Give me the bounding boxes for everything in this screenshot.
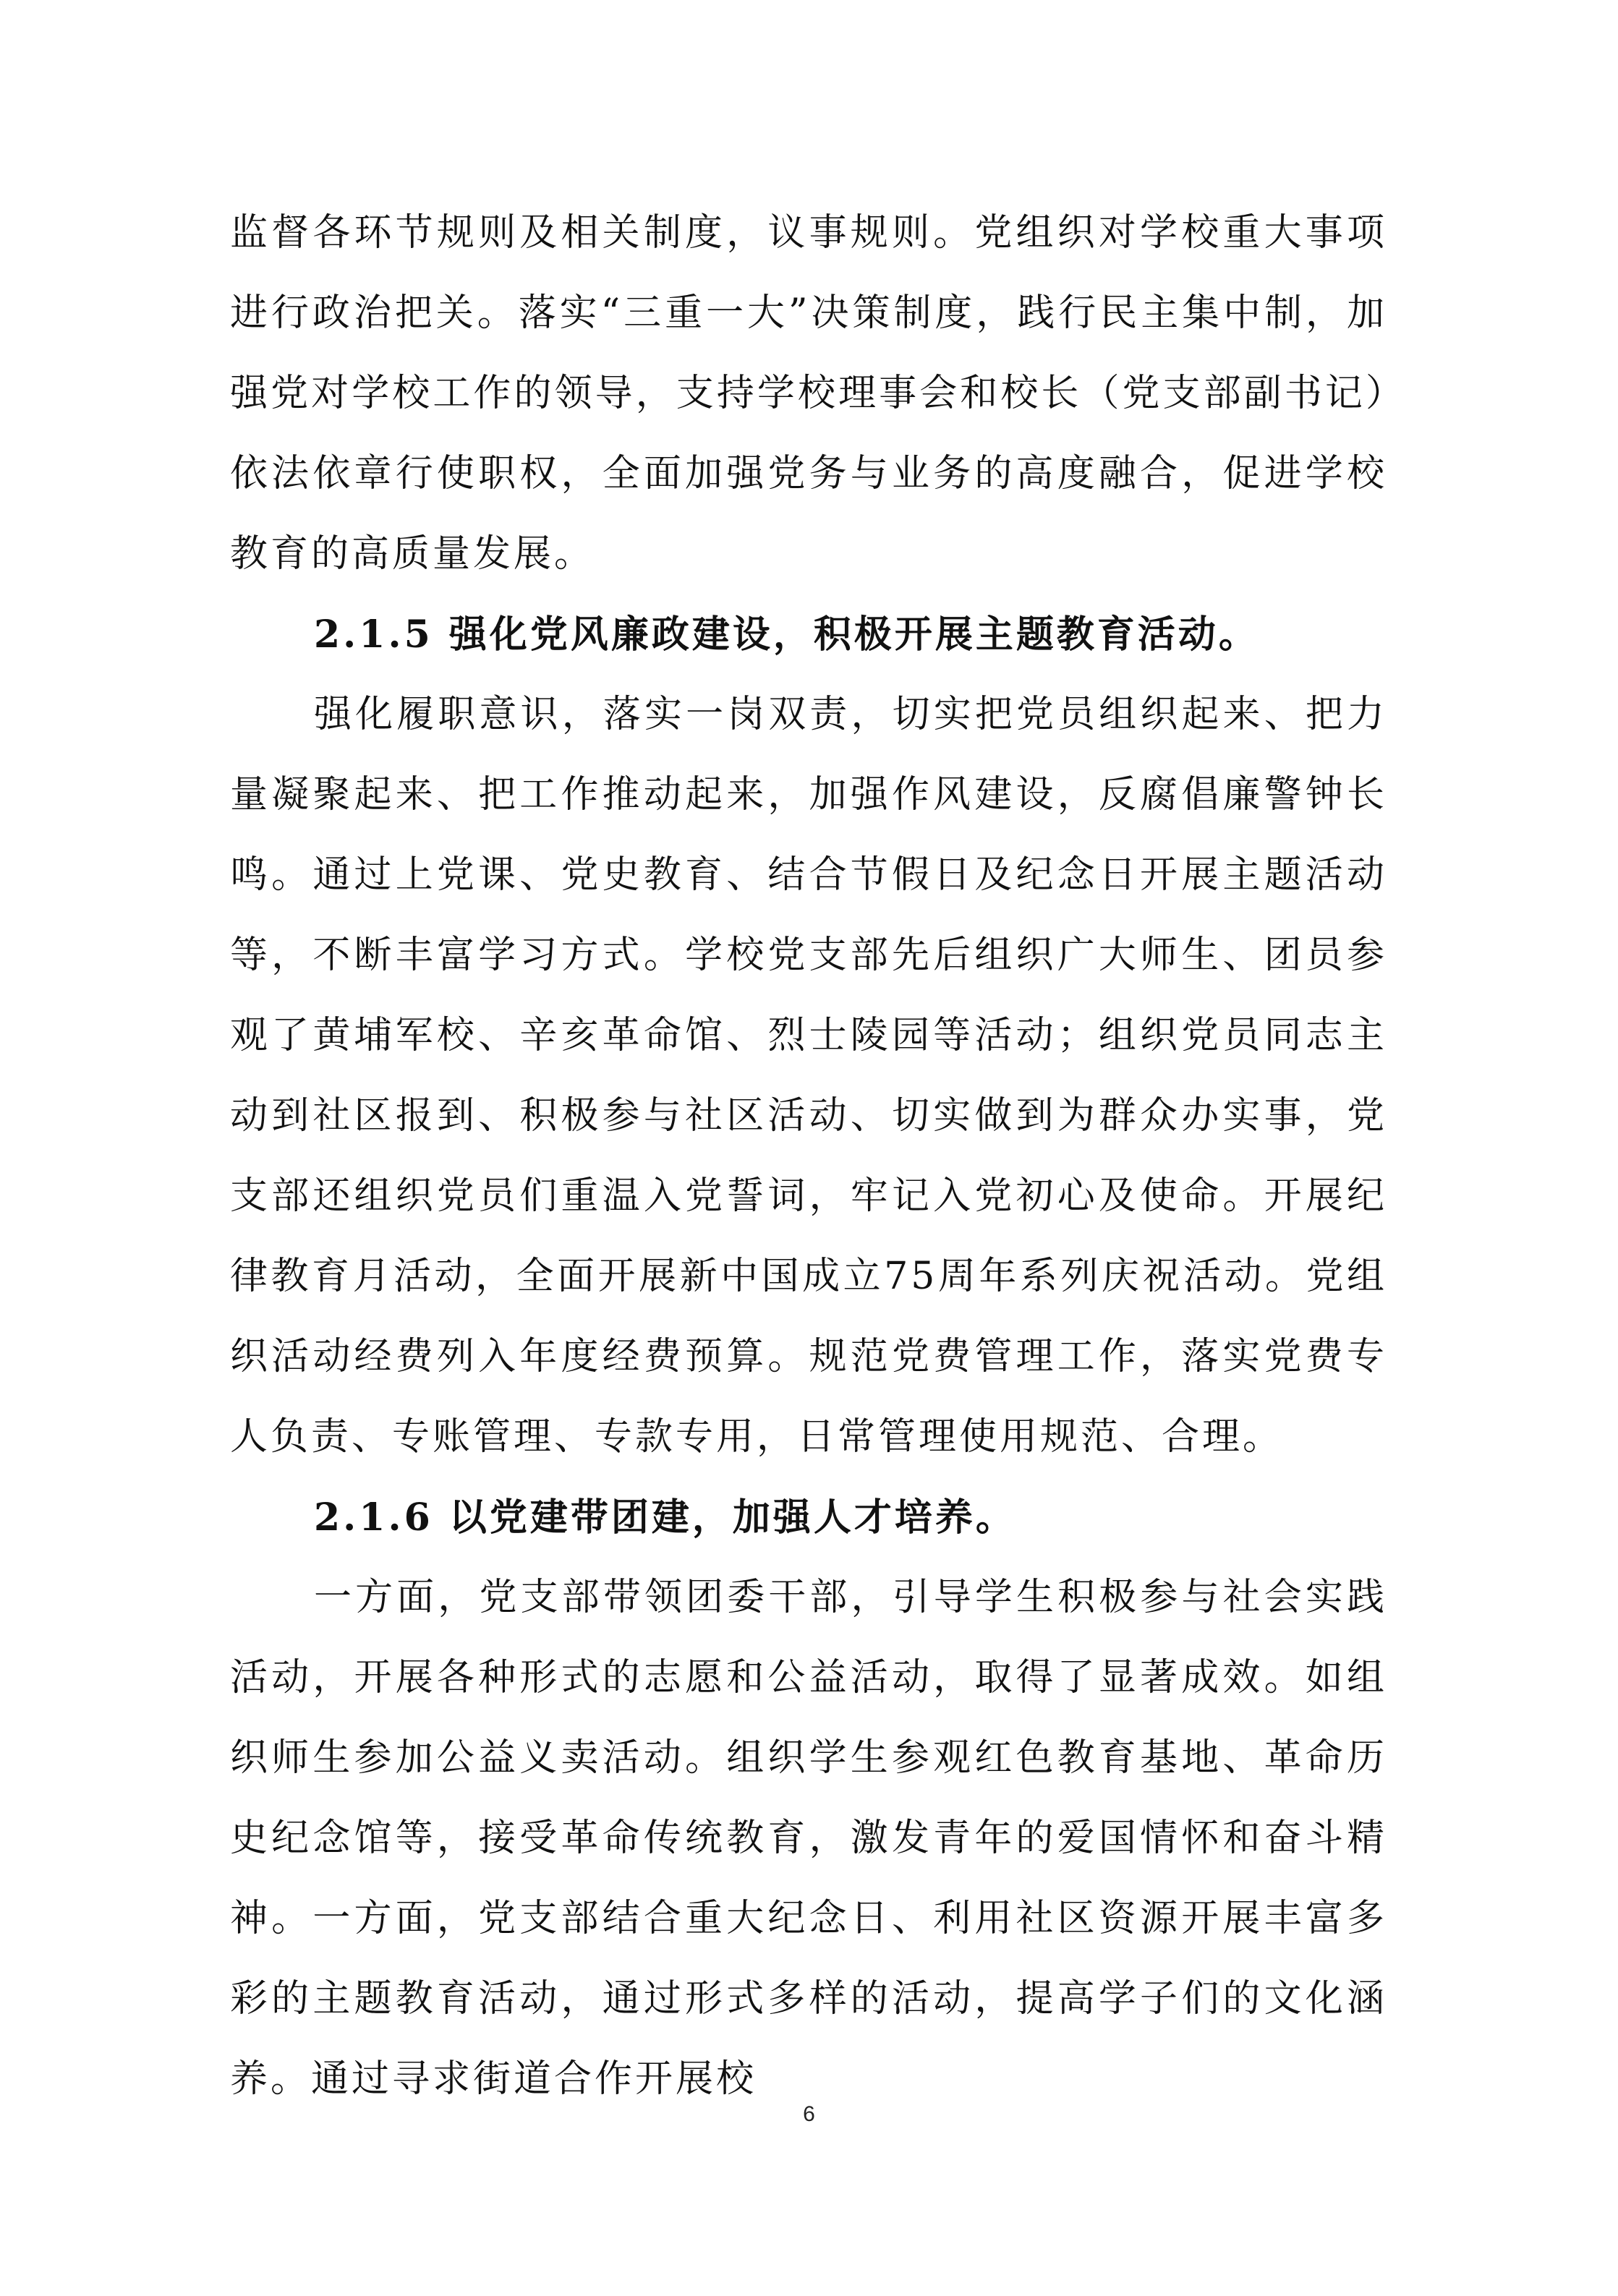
paragraph-2-1-6-body: 一方面，党支部带领团委干部，引导学生积极参与社会实践活动，开展各种形式的志愿和公益活动，取得了显著成效。如组织师生参加公益义卖活动。组织学生参观红色教育基地、革命历史纪念馆等，接受革命传统教育，激发青年的爱国情怀和奋斗精神。一方面，党支部结合重大纪念日、利用社区资源开展丰富多彩的主题教育活动，通过形式多样的活动，提高学子们的文化涵养。通过寻求街道合作开展校 xyxy=(230,1576,1387,2101)
paragraph-2-1-5-body: 强化履职意识，落实一岗双责，切实把党员组织起来、把力量凝聚起来、把工作推动起来，加强作风建设，反腐倡廉警钟长鸣。通过上党课、党史教育、结合节假日及纪念日开展主题活动等，不断丰富学习方式。学校党支部先后组织广大师生、团员参观了黄埔军校、辛亥革命馆、烈士陵园等活动；组织党员同志主动到社区报到、积极参与社区活动、切实做到为群众办实事，党支部还组织党员们重温入党誓词，牢记入党初心及使命。开展纪律教育月活动，全面开展新中国成立75周年系列庆祝活动。党组织活动经费列入年度经费预算。规范党费管理工作，落实党费专人负责、专账管理、专款专用，日常管理使用规范、合理。 xyxy=(230,693,1387,1459)
page-body xyxy=(230,193,1387,2120)
section-heading-2-1-6: 2.1.6 以党建带团建，加强人才培养。 xyxy=(314,1495,1016,1540)
section-heading-2-1-5: 2.1.5 强化党风廉政建设，积极开展主题教育活动。 xyxy=(314,613,1259,657)
paragraph-continuation: 监督各环节规则及相关制度，议事规则。党组织对学校重大事项进行政治把关。落实“三重一大”决策制度，践行民主集中制，加强党对学校工作的领导，支持学校理事会和校长（党支部副书记）依法依章行使职权，全面加强党务与业务的高度融合，促进学校教育的高质量发展。 xyxy=(230,211,1387,576)
page-number: 6 xyxy=(803,2102,815,2126)
